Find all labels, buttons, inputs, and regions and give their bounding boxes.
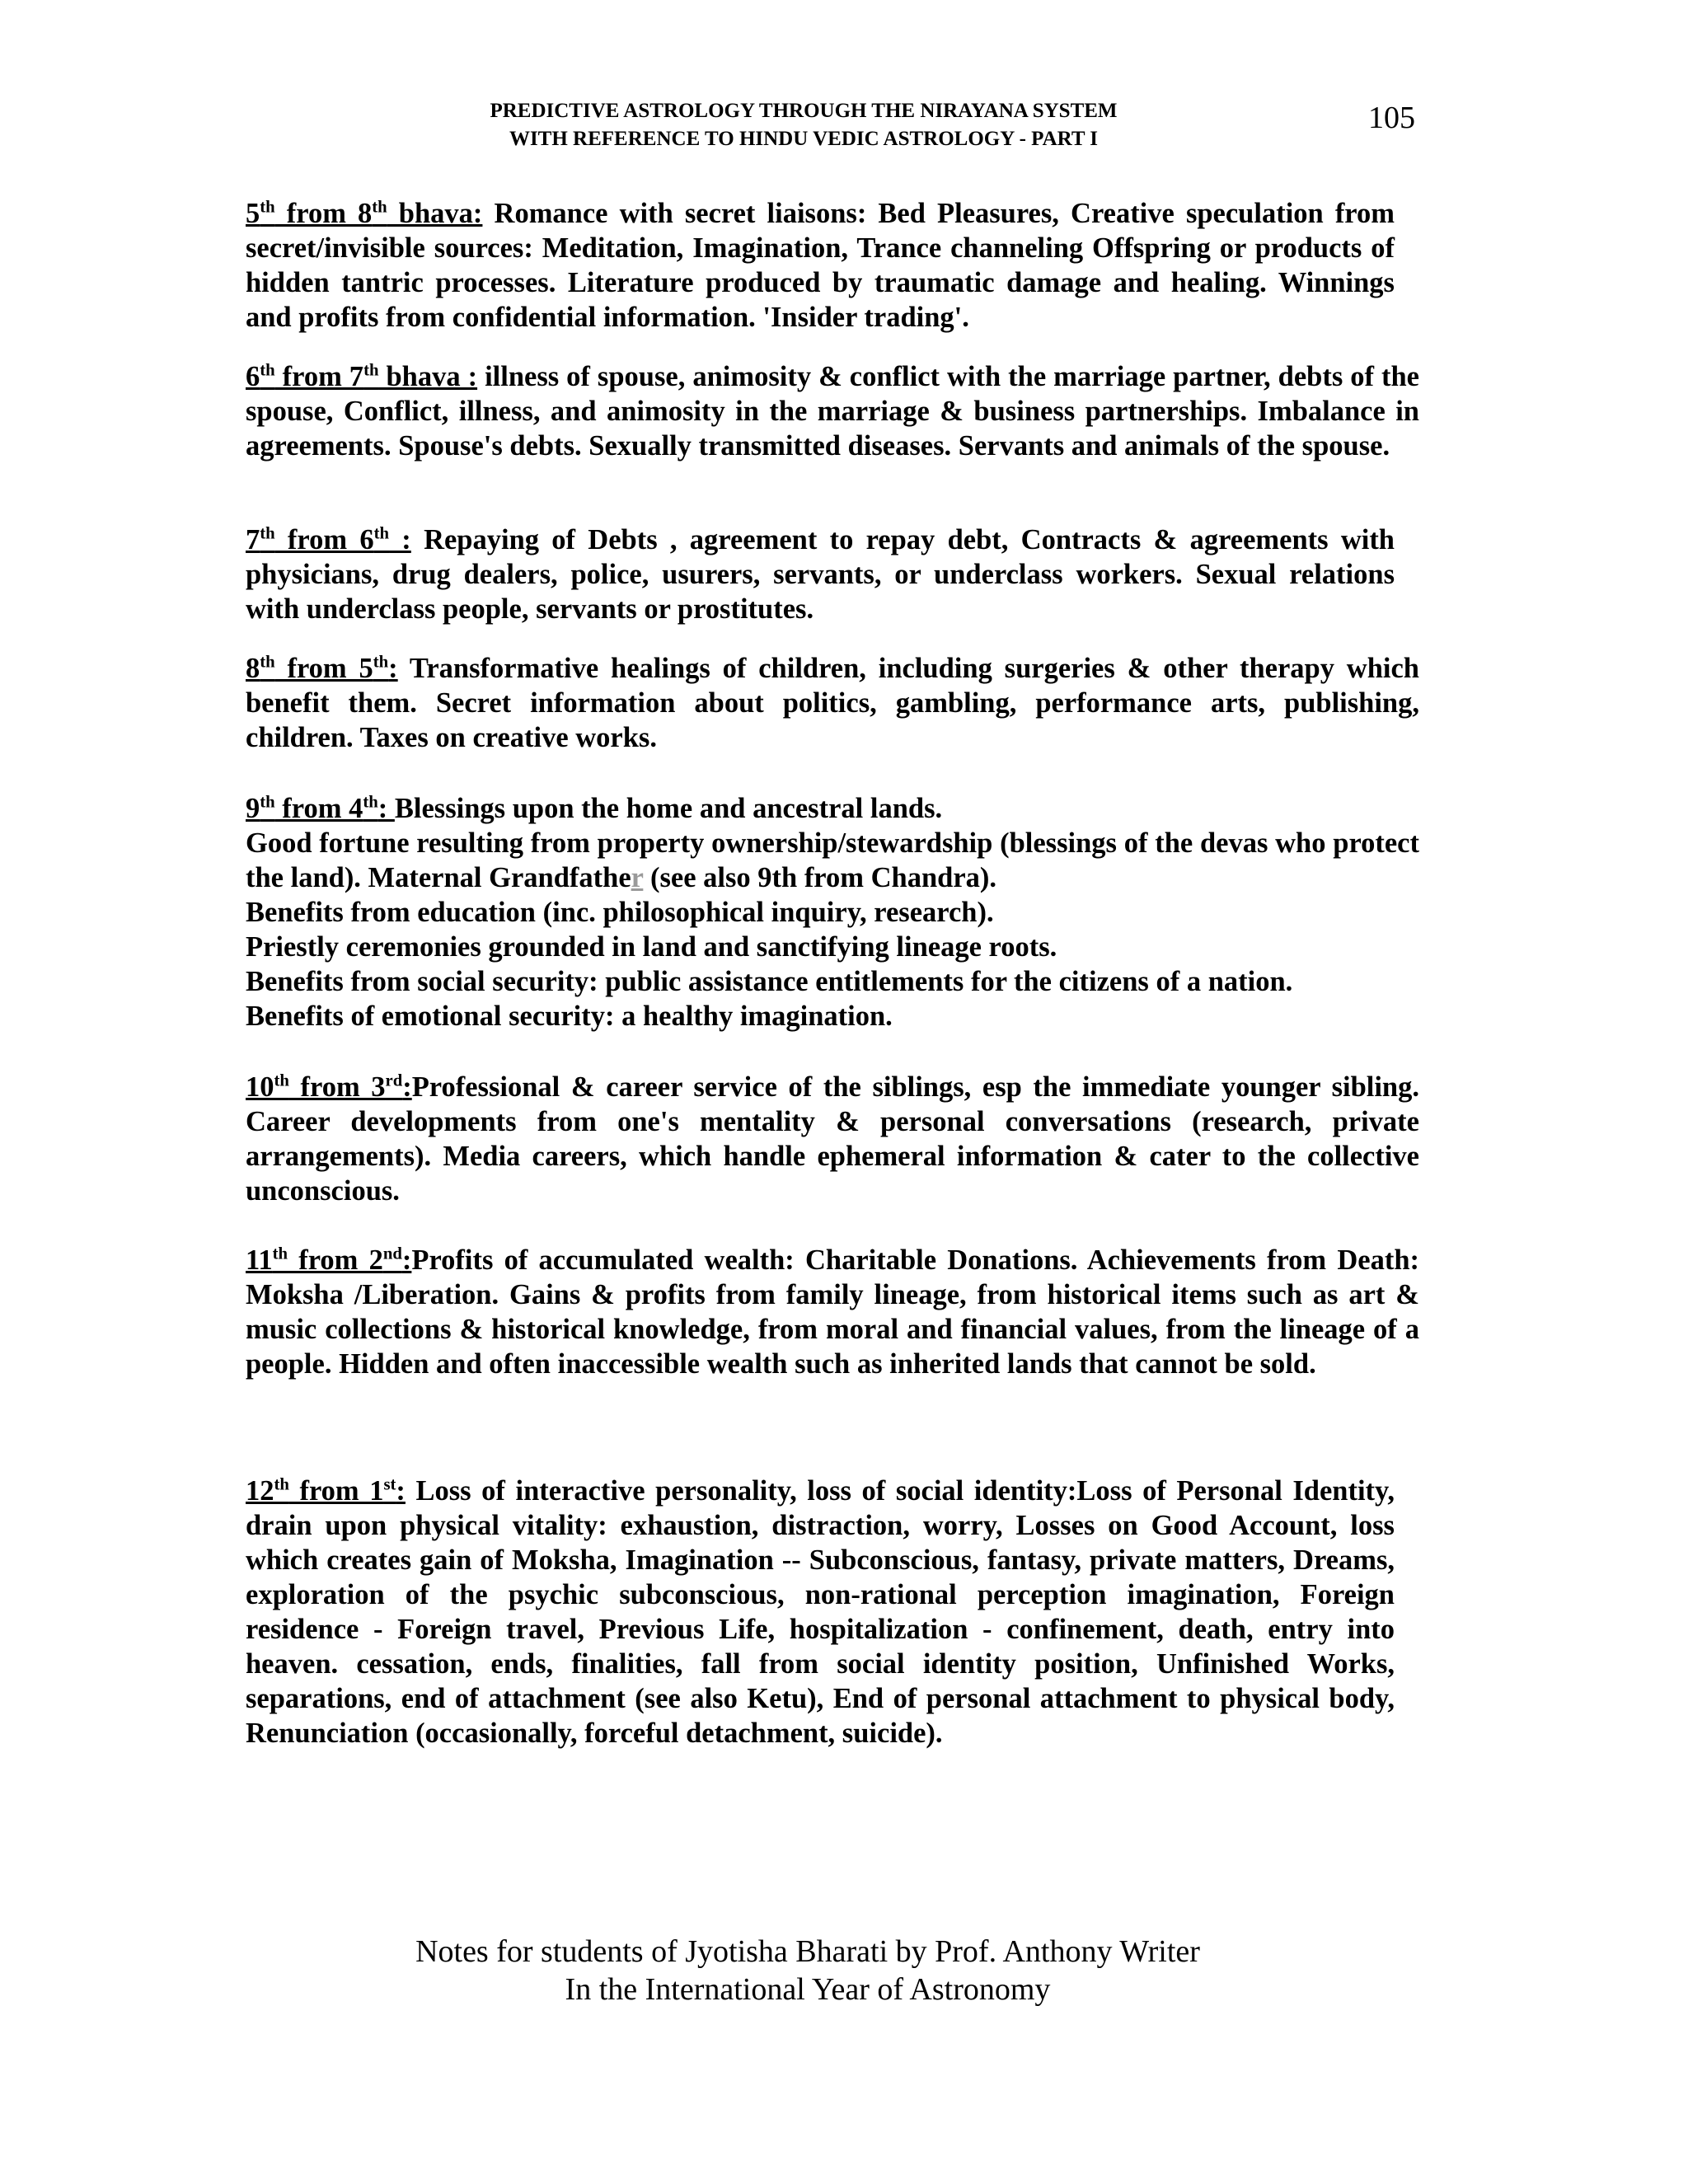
- section-line: Benefits of emotional security: a healthy imagination.: [246, 1001, 893, 1032]
- running-header-line-1: PREDICTIVE ASTROLOGY THROUGH THE NIRAYANA SYSTEM: [490, 100, 1118, 122]
- section-body: Transformative healings of children, including surgeries & other therapy which benefit them. Secret information about politics, gambling, performance arts, publishing, children. Taxes on creative works.: [246, 653, 1419, 753]
- section-heading: 12th from 1st:: [246, 1475, 406, 1507]
- section-7th-from-6th: [246, 523, 1395, 626]
- section-9th-from-4th: [246, 791, 1419, 1033]
- section-heading: 8th from 5th:: [246, 653, 398, 684]
- section-heading: 7th from 6th :: [246, 524, 411, 555]
- section-body: Romance with secret liaisons: Bed Pleasures, Creative speculation from secret/invisible sources: Meditation, Imagination, Trance channeling Offspring or products of hidden tantric processes. Literature produced by traumatic damage and healing. Winnings and profits from confidential information. 'Insider trading'.: [246, 198, 1395, 333]
- section-8th-from-5th: [246, 651, 1419, 755]
- section-heading: 6th from 7th bhava :: [246, 361, 478, 392]
- revision-mark: r: [631, 862, 644, 893]
- footer-line-2: In the International Year of Astronomy: [565, 1972, 1051, 2007]
- section-line: Benefits from education (inc. philosophical inquiry, research).: [246, 897, 994, 928]
- running-header: [371, 97, 1236, 153]
- section-body: Professional & career service of the siblings, esp the immediate younger sibling. Career developments from one's mentality & personal conversations (research, private arrangements). Media careers, which handle ephemeral information & cater to the collective unconscious.: [246, 1071, 1419, 1207]
- section-10th-from-3rd: [246, 1070, 1419, 1208]
- section-heading: 5th from 8th bhava:: [246, 198, 483, 229]
- section-5th-from-8th: [246, 196, 1395, 335]
- running-header-line-2: WITH REFERENCE TO HINDU VEDIC ASTROLOGY - PART I: [509, 128, 1099, 150]
- section-line: Benefits from social security: public assistance entitlements for the citizens of a nation.: [246, 966, 1293, 997]
- section-line: Good fortune resulting from property ownership/stewardship (blessings of the devas who protect the land). Maternal Grandfather (see also 9th from Chandra).: [246, 827, 1419, 893]
- section-11th-from-2nd: [246, 1243, 1419, 1381]
- section-heading: 11th from 2nd:: [246, 1244, 412, 1276]
- footer-line-1: Notes for students of Jyotisha Bharati by Prof. Anthony Writer: [415, 1934, 1200, 1969]
- section-6th-from-7th: [246, 359, 1419, 463]
- section-body: Loss of interactive personality, loss of social identity:Loss of Personal Identity, drain upon physical vitality: exhaustion, distraction, worry, Losses on Good Account, loss which creates gain of Moksha, Imagination -- Subconscious, fantasy, private matters, Dreams, exploration of the psychic subconscious, non-rational perception imagination, Foreign residence - Foreign travel, Previous Life, hospitalization - confinement, death, entry into heaven. cessation, ends, finalities, fall from social identity position, Unfinished Works, separations, end of attachment (see also Ketu), End of personal attachment to physical body, Renunciation (occasionally, forceful detachment, suicide).: [246, 1475, 1395, 1749]
- section-12th-from-1st: [246, 1474, 1395, 1750]
- section-first-line: 9th from 4th: Blessings upon the home and ancestral lands.: [246, 793, 943, 824]
- section-heading: 10th from 3rd:: [246, 1071, 412, 1103]
- section-body: Repaying of Debts , agreement to repay debt, Contracts & agreements with physicians, drug dealers, police, usurers, servants, or underclass workers. Sexual relations with underclass people, servants or prostitutes.: [246, 524, 1395, 625]
- page-footer: [247, 1933, 1368, 2008]
- section-heading: 9th from 4th:: [246, 793, 395, 824]
- section-body: illness of spouse, animosity & conflict with the marriage partner, debts of the spouse, Conflict, illness, and animosity in the marriage & business partnerships. Imbalance in agreements. Spouse's debts. Sexually transmitted diseases. Servants and animals of the spouse.: [246, 361, 1419, 462]
- section-body: Profits of accumulated wealth: Charitable Donations. Achievements from Death: Moksha /Liberation. Gains & profits from family lineage, from historical items such as art & music collections & historical knowledge, from moral and financial values, from the lineage of a people. Hidden and often inaccessible wealth such as inherited lands that cannot be sold.: [246, 1244, 1419, 1380]
- section-line: Priestly ceremonies grounded in land and sanctifying lineage roots.: [246, 931, 1057, 963]
- page-number: 105: [1368, 101, 1415, 135]
